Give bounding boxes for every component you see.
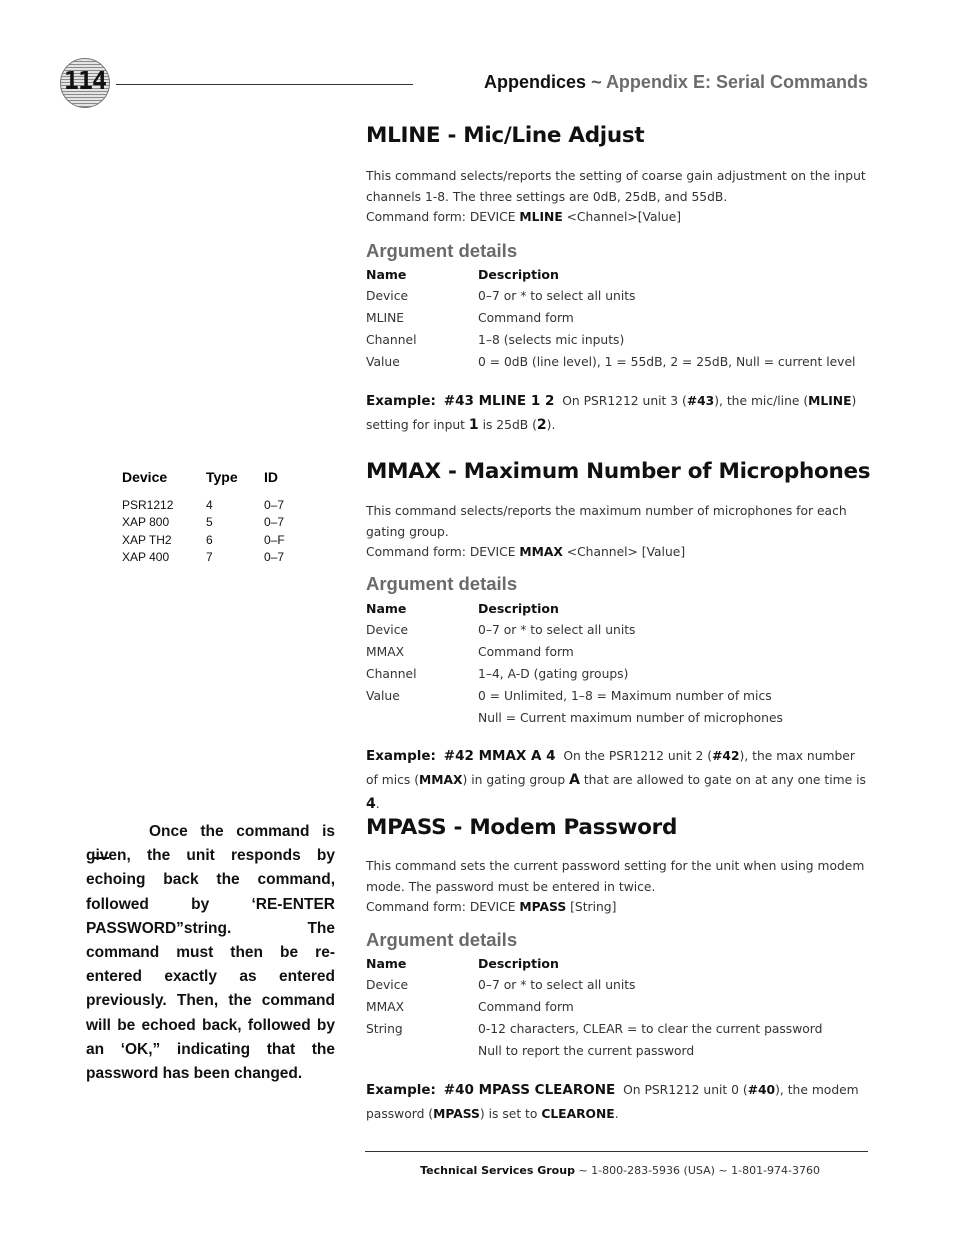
example-label: Example: [366, 1082, 436, 1098]
section-mmax [366, 459, 871, 484]
example-b2: MMAX [419, 773, 463, 787]
section-title: MLINE - Mic/Line Adjust [366, 123, 645, 148]
arg-name [366, 1044, 478, 1066]
example-t3: ) in gating group [462, 773, 570, 787]
table-row [366, 1000, 822, 1022]
example-command: #42 MMAX A 4 [443, 748, 556, 764]
example-b3: A [569, 772, 580, 788]
device-table-header [122, 469, 314, 496]
section-mpass-example [366, 1078, 868, 1126]
example-command: #40 MPASS CLEARONE [443, 1082, 616, 1098]
arg-name: MMAX [366, 1000, 405, 1014]
example-b4: 2 [536, 417, 547, 433]
col-desc-header: Description [478, 601, 559, 616]
arg-desc: 0 = Unlimited, 1–8 = Maximum number of mics [478, 689, 772, 703]
arg-desc: Command form [478, 1000, 574, 1014]
type-cell: 7 [206, 550, 213, 565]
section-mline-table-wrap [366, 267, 868, 377]
table-row [366, 333, 855, 355]
command-form-args: <Channel>[Value] [562, 210, 682, 224]
command-form-prefix: Command form: DEVICE [366, 900, 520, 914]
command-form-prefix: Command form: DEVICE [366, 210, 520, 224]
section-mline-example [366, 389, 868, 437]
table-row [366, 355, 855, 377]
example-t4: that are allowed to gate on at any one time is [579, 773, 866, 787]
side-note-text: Once the command is given, the unit responds by echoing back the command, followed by ‘RE-ENTER PASSWORD”string. The command must then be re-entered exactly as entered previously. Then, the command will be echoed back, followed by an ‘OK,” indicating that the password has been changed. [86, 823, 335, 1083]
side-note [86, 820, 335, 1086]
table-row [366, 1044, 822, 1066]
arg-name: MLINE [366, 311, 405, 325]
page-number: 114 [63, 66, 107, 95]
example-t5: . [375, 797, 380, 811]
command-form-args: <Channel> [Value] [562, 545, 686, 559]
type-cell: 6 [206, 532, 213, 547]
table-row [366, 623, 783, 645]
footer-rule [365, 1151, 868, 1152]
col-name-header: Name [366, 601, 407, 616]
section-mpass-args [366, 929, 868, 951]
section-intro: This command selects/reports the setting of coarse gain adjustment on the input channels 1-8. The three settings are 0dB, 25dB, and 55dB. [366, 169, 866, 204]
id-cell: 0–7 [264, 497, 285, 512]
arg-desc: 1–4, A-D (gating groups) [478, 667, 629, 681]
example-b3: CLEARONE [541, 1107, 615, 1121]
type-cell: 4 [206, 497, 213, 512]
arg-desc: 0–7 or * to select all units [478, 289, 636, 303]
arg-name: Value [366, 689, 400, 703]
table-header-row [366, 601, 783, 623]
arg-desc: 1–8 (selects mic inputs) [478, 333, 625, 347]
arg-name: Device [366, 289, 409, 303]
device-cell: PSR1212 [122, 497, 174, 512]
section-mpass-body [366, 856, 868, 918]
footer-org: Technical Services Group [420, 1164, 575, 1177]
example-text [366, 1078, 868, 1126]
section-mpass [366, 815, 868, 840]
table-header-row [366, 956, 822, 978]
example-b4: 4 [366, 796, 376, 812]
example-b1: #43 [686, 394, 715, 408]
example-t2: ), the mic/line ( [714, 394, 809, 408]
table-row [366, 711, 783, 733]
device-cell: XAP 400 [122, 550, 170, 565]
example-t3: ) setting for input [366, 394, 857, 432]
section-intro: This command sets the current password setting for the unit when using modem mode. The password must be entered in twice. [366, 859, 865, 894]
id-cell: 0–7 [264, 550, 285, 565]
footer-contact: ~ 1-800-283-5936 (USA) ~ 1-801-974-3760 [574, 1164, 820, 1177]
section-mline-args [366, 240, 868, 262]
table-row [366, 667, 783, 689]
argument-details-heading: Argument details [366, 573, 518, 594]
section-title: MPASS - Modem Password [366, 815, 678, 840]
header-rule [116, 84, 413, 85]
example-b2: MPASS [433, 1107, 480, 1121]
example-t4: is 25dB ( [478, 418, 537, 432]
command-form [366, 897, 868, 918]
arg-name: MMAX [366, 645, 405, 659]
argument-table [366, 267, 855, 377]
example-command: #43 MLINE 1 2 [443, 393, 555, 409]
argument-table [366, 956, 822, 1066]
table-row [366, 289, 855, 311]
header-section: Appendices [484, 72, 587, 92]
example-b2: MLINE [808, 394, 852, 408]
example-t1: On PSR1212 unit 0 ( [623, 1083, 748, 1097]
table-row [366, 1022, 822, 1044]
command-form [366, 207, 868, 228]
arg-name: Channel [366, 333, 417, 347]
table-row [366, 978, 822, 1000]
command-form-args: [String] [566, 900, 617, 914]
id-cell: 0–F [264, 532, 285, 547]
col-name-header: Name [366, 267, 407, 282]
command-form-prefix: Command form: DEVICE [366, 545, 520, 559]
type-col-header: Type [206, 469, 238, 485]
example-label: Example: [366, 393, 436, 409]
arg-desc: Null to report the current password [478, 1044, 695, 1058]
device-col-header: Device [122, 469, 168, 485]
example-text [366, 389, 868, 437]
arg-name: Channel [366, 667, 417, 681]
example-b1: #42 [712, 749, 740, 763]
id-cell: 0–7 [264, 515, 285, 530]
example-t2: ), the modem password ( [366, 1083, 859, 1121]
arg-desc: 0–7 or * to select all units [478, 623, 636, 637]
footer [420, 1164, 820, 1177]
arg-name: Device [366, 623, 409, 637]
section-mline-body [366, 166, 868, 228]
arg-name: Device [366, 978, 409, 992]
arg-name: String [366, 1022, 403, 1036]
col-desc-header: Description [478, 956, 559, 971]
example-t5: ). [546, 418, 556, 432]
table-row [366, 311, 855, 333]
arg-desc: Command form [478, 311, 574, 325]
example-b3: 1 [468, 417, 479, 433]
section-mmax-example [366, 744, 868, 816]
command-form [366, 542, 868, 563]
example-label: Example: [366, 748, 436, 764]
command-form-cmd: MLINE [519, 210, 563, 224]
arg-desc: 0 = 0dB (line level), 1 = 55dB, 2 = 25dB, Null = current level [478, 355, 856, 369]
device-cell: XAP 800 [122, 515, 170, 530]
example-t1: On PSR1212 unit 3 ( [562, 394, 687, 408]
table-header-row [366, 267, 855, 289]
header-subsection: Appendix E: Serial Commands [605, 72, 868, 92]
section-intro: This command selects/reports the maximum number of microphones for each gating group. [366, 504, 847, 539]
col-desc-header: Description [478, 267, 559, 282]
device-cell: XAP TH2 [122, 532, 172, 547]
arg-name [366, 711, 478, 733]
type-cell: 5 [206, 515, 213, 530]
table-row [122, 549, 314, 567]
device-table-wrap [122, 469, 314, 566]
header-separator: ~ [591, 72, 602, 92]
arg-desc: 0–7 or * to select all units [478, 978, 636, 992]
arg-desc: Command form [478, 645, 574, 659]
section-mmax-table-wrap [366, 601, 868, 733]
argument-details-heading: Argument details [366, 929, 518, 950]
arg-desc: Null = Current maximum number of microphones [478, 711, 783, 725]
table-row [122, 531, 314, 549]
example-t4: . [614, 1107, 619, 1121]
table-row [122, 514, 314, 532]
id-col-header: ID [264, 469, 278, 485]
arg-desc: 0-12 characters, CLEAR = to clear the current password [478, 1022, 823, 1036]
example-b1: #40 [747, 1083, 776, 1097]
section-mmax-args [366, 573, 868, 595]
argument-details-heading: Argument details [366, 240, 518, 261]
argument-table [366, 601, 783, 733]
device-table [122, 469, 314, 566]
table-row [366, 645, 783, 667]
section-mline [366, 123, 868, 148]
section-mpass-table-wrap [366, 956, 868, 1066]
example-t1: On the PSR1212 unit 2 ( [563, 749, 713, 763]
table-row [366, 689, 783, 711]
command-form-cmd: MPASS [519, 900, 567, 914]
command-form-cmd: MMAX [519, 545, 563, 559]
section-title: MMAX - Maximum Number of Microphones [366, 459, 871, 484]
arg-name: Value [366, 355, 400, 369]
example-text [366, 744, 868, 816]
table-row [122, 496, 314, 514]
header-title [484, 72, 868, 93]
col-name-header: Name [366, 956, 407, 971]
example-t2: ), the max number of mics ( [366, 749, 855, 787]
example-t3: ) is set to [479, 1107, 542, 1121]
section-mmax-body [366, 501, 868, 563]
